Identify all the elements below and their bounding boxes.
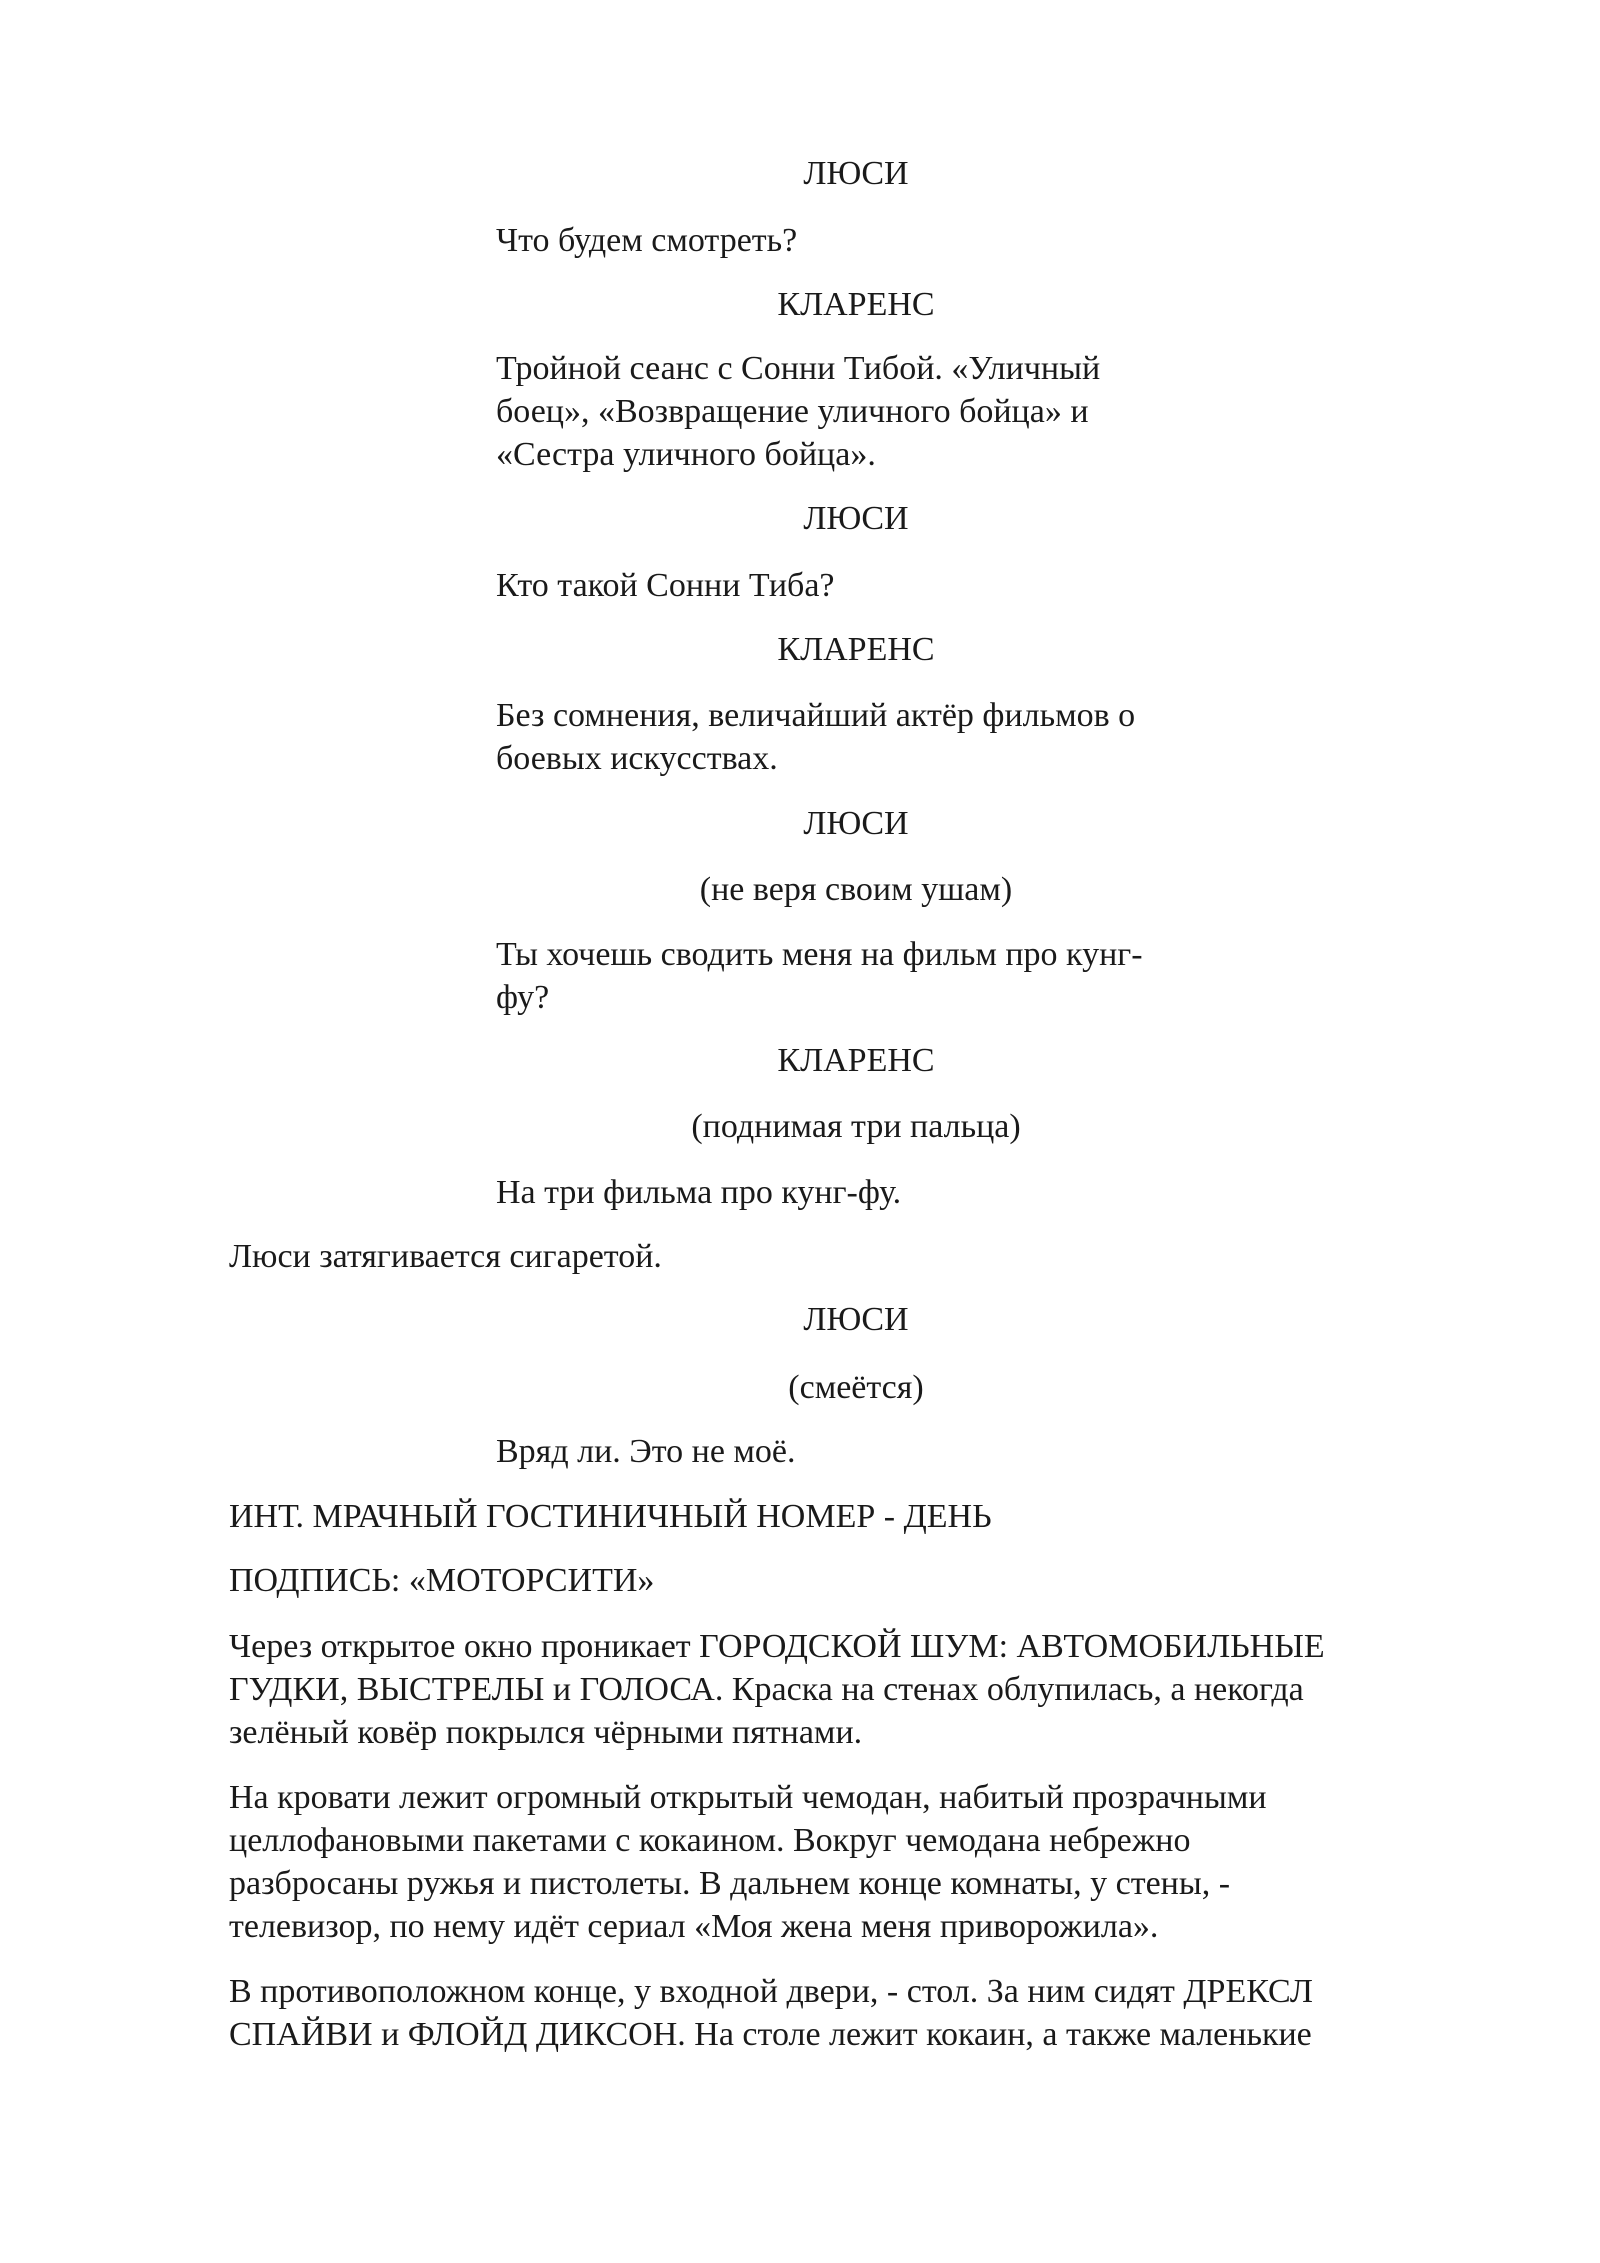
- action-text-line: На кровати лежит огромный открытый чемодан, набитый прозрачными: [229, 1779, 1267, 1816]
- action-text-line: ГУДКИ, ВЫСТРЕЛЫ и ГОЛОСА. Краска на стенах облупилась, а некогда: [229, 1671, 1304, 1708]
- action-paragraph: [229, 1625, 1325, 1754]
- dialogue-line: Без сомнения, величайший актёр фильмов о: [496, 697, 1136, 734]
- dialogue: На три фильма про кунг-фу.: [496, 1174, 902, 1211]
- dialogue: Что будем смотреть?: [496, 222, 798, 259]
- character-name: КЛАРЕНС: [777, 1042, 935, 1079]
- character-name: КЛАРЕНС: [777, 631, 935, 668]
- action-text-line: разбросаны ружья и пистолеты. В дальнем конце комнаты, у стены, -: [229, 1865, 1231, 1902]
- action-text-line: целлофановыми пакетами с кокаином. Вокруг чемодана небрежно: [229, 1822, 1191, 1859]
- dialogue-line: боец», «Возвращение уличного бойца» и: [496, 393, 1089, 430]
- action-paragraph: [229, 1970, 1313, 2056]
- character-name: ЛЮСИ: [803, 155, 909, 192]
- dialogue-line: Ты хочешь сводить меня на фильм про кунг-: [496, 936, 1143, 973]
- dialogue-line: фу?: [496, 979, 550, 1016]
- parenthetical: (не веря своим ушам): [699, 871, 1013, 908]
- character-name: ЛЮСИ: [803, 805, 909, 842]
- action-text-line: зелёный ковёр покрылся чёрными пятнами.: [229, 1714, 863, 1751]
- scene-heading: ИНТ. МРАЧНЫЙ ГОСТИНИЧНЫЙ НОМЕР - ДЕНЬ: [229, 1498, 992, 1535]
- dialogue: [496, 347, 1100, 476]
- parenthetical: (поднимая три пальца): [691, 1108, 1021, 1145]
- dialogue-line: «Сестра уличного бойца».: [496, 436, 876, 473]
- character-name: КЛАРЕНС: [777, 286, 935, 323]
- action-paragraph: [229, 1776, 1267, 1948]
- caption-line: ПОДПИСЬ: «МОТОРСИТИ»: [229, 1562, 655, 1599]
- character-name: ЛЮСИ: [803, 1301, 909, 1338]
- action-text-line: СПАЙВИ и ФЛОЙД ДИКСОН. На столе лежит кокаин, а также маленькие: [229, 2016, 1312, 2053]
- dialogue: [496, 933, 1143, 1019]
- dialogue: [496, 694, 1135, 780]
- action-text-line: телевизор, по нему идёт сериал «Моя жена меня приворожила».: [229, 1908, 1159, 1945]
- parenthetical: (смеётся): [788, 1369, 924, 1406]
- action-text-line: В противоположном конце, у входной двери, - стол. За ним сидят ДРЕКСЛ: [229, 1973, 1313, 2010]
- dialogue: Вряд ли. Это не моё.: [496, 1433, 796, 1470]
- action-line: Люси затягивается сигаретой.: [229, 1238, 662, 1275]
- dialogue: Кто такой Сонни Тиба?: [496, 567, 835, 604]
- action-text-line: Через открытое окно проникает ГОРОДСКОЙ ШУМ: АВТОМОБИЛЬНЫЕ: [229, 1628, 1325, 1665]
- character-name: ЛЮСИ: [803, 500, 909, 537]
- dialogue-line: Тройной сеанс с Сонни Тибой. «Уличный: [496, 350, 1101, 387]
- dialogue-line: боевых искусствах.: [496, 740, 778, 777]
